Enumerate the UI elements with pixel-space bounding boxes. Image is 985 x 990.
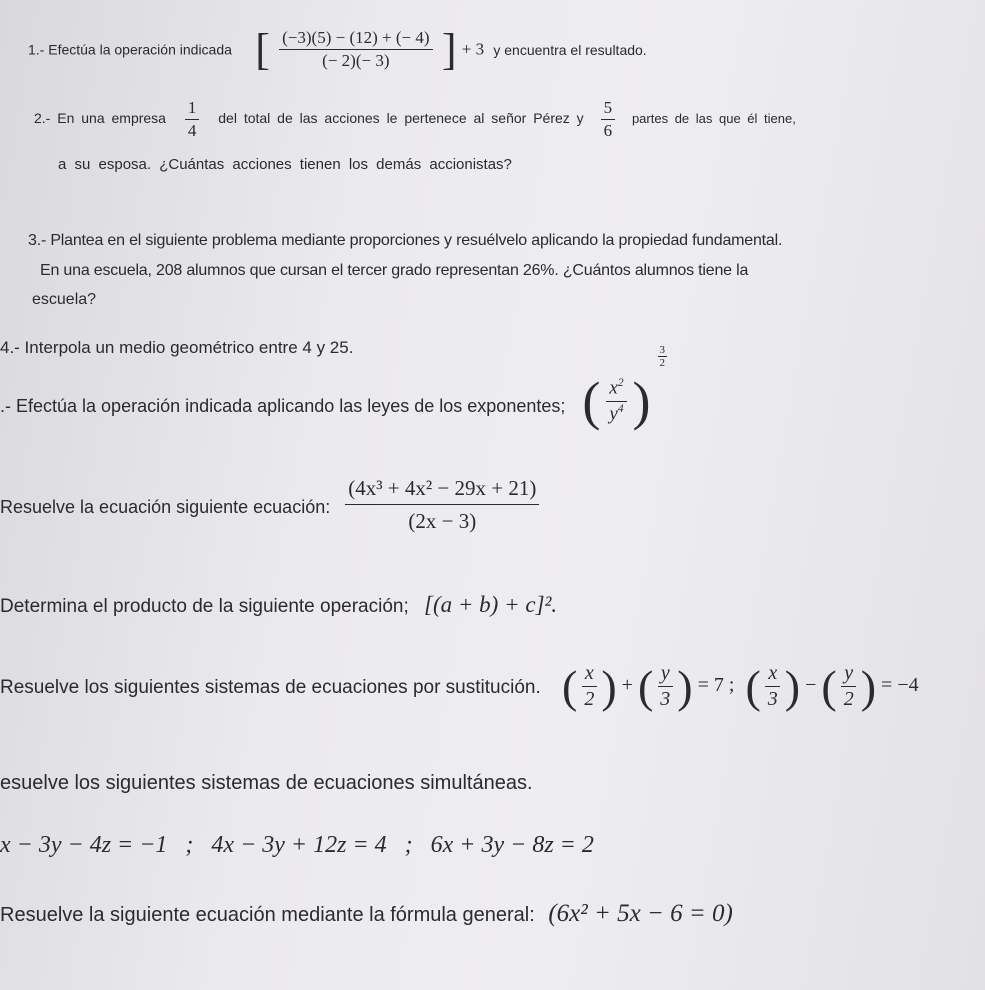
question-7 [0, 592, 557, 618]
q2-frac1-den: 4 [187, 120, 197, 140]
q2-fraction-1 [185, 98, 200, 140]
q8-paren: ( [821, 661, 837, 712]
q8-eq2-b-den: 2 [843, 688, 854, 710]
q8-eq1-a-num: x [582, 662, 597, 687]
q8-paren: ) [677, 661, 693, 712]
q5-outer-exponent [658, 344, 668, 369]
q5-text: .- Efectúa la operación indicada aplicando las leyes de los exponentes; [0, 395, 566, 416]
q8-eq1-frac-b [657, 662, 673, 711]
q8-eq1-rhs: = 7 ; [697, 674, 735, 697]
q8-minus: − [805, 674, 817, 697]
q6-denominator: (2x − 3) [408, 509, 477, 534]
q8-paren: ( [745, 661, 761, 712]
q5-outer-exp-num: 3 [659, 344, 666, 356]
q8-eq2-frac-b [841, 662, 857, 711]
question-9-heading: esuelve los siguientes sistemas de ecuaciones simultáneas. [0, 772, 533, 794]
q8-eq1-frac-a [581, 662, 597, 711]
q7-expression: [(a + b) + c]². [424, 592, 558, 617]
q8-eq2-a-den: 3 [767, 688, 778, 710]
q2-part2: del total de las acciones le pertenece al señor Pérez y [218, 109, 584, 126]
question-9-equations: x − 3y − 4z = −1 ; 4x − 3y + 12z = 4 ; 6x + 3y − 8z = 2 [0, 832, 594, 858]
q2-part1: 2.- En una empresa [34, 109, 166, 126]
q1-denominator: (− 2)(− 3) [322, 51, 390, 70]
question-2-line-1 [34, 98, 796, 140]
q8-eq2-frac-a [765, 662, 781, 711]
q8-system [562, 661, 919, 712]
question-4: 4.- Interpola un medio geométrico entre 4 y 25. [0, 338, 354, 357]
q8-eq1-b-den: 3 [660, 688, 671, 710]
question-8 [0, 660, 919, 713]
q8-paren: ( [637, 661, 654, 712]
q8-eq2-rhs: = −4 [881, 674, 919, 697]
q10-text: Resuelve la siguiente ecuación mediante la fórmula general: [0, 904, 535, 926]
q5-open-paren: ( [582, 371, 601, 431]
q6-numerator: (4x³ + 4x² − 29x + 21) [345, 476, 539, 505]
q2-frac1-num: 1 [185, 98, 200, 120]
q1-tail: + 3 [461, 39, 485, 59]
q5-num-base: x [609, 377, 618, 399]
q6-text: Resuelve la ecuación siguiente ecuación: [0, 497, 331, 518]
question-10 [0, 900, 733, 928]
question-3-line-1: 3.- Plantea en el siguiente problema mediante proporciones y resuélvelo aplicando la propiedad fundamental. [28, 232, 783, 249]
q5-num-exp: 2 [617, 377, 624, 390]
q1-prefix: 1.- Efectúa la operación indicada [28, 41, 232, 58]
q1-numerator: (−3)(5) − (12) + (− 4) [279, 28, 432, 50]
q5-den-base: y [609, 402, 618, 424]
q1-close-bracket: ] [441, 25, 457, 74]
q8-paren: ) [601, 661, 617, 712]
q8-eq2-a-num: x [765, 662, 780, 687]
q1-suffix: y encuentra el resultado. [493, 41, 647, 58]
q5-denominator [606, 402, 626, 425]
q8-paren: ) [860, 661, 877, 712]
q2-part3: partes de las que él tiene, [631, 110, 796, 126]
question-3-line-2: En una escuela, 208 alumnos que cursan el tercer grado representan 26%. ¿Cuántos alumnos tiene la [40, 262, 749, 279]
q8-paren: ) [784, 661, 801, 712]
q8-plus: + [621, 674, 633, 697]
q10-equation: (6x² + 5x − 6 = 0) [548, 900, 733, 927]
q2-frac2-num: 5 [601, 98, 616, 120]
q5-numerator [606, 377, 626, 401]
q7-text: Determina el producto de la siguiente operación; [0, 596, 409, 617]
q8-paren: ( [562, 661, 578, 712]
q8-text: Resuelve los siguientes sistemas de ecuaciones por sustitución. [0, 677, 541, 699]
q8-eq1-b-num: y [658, 662, 673, 687]
q5-den-exp: 4 [617, 402, 624, 415]
q6-fraction [345, 476, 539, 533]
q2-fraction-2 [601, 98, 616, 140]
question-2-line-2: a su esposa. ¿Cuántas acciones tienen los demás accionistas? [58, 156, 512, 173]
q8-eq2-b-num: y [841, 662, 856, 687]
q8-eq1-a-den: 2 [584, 688, 595, 710]
question-1 [28, 24, 647, 75]
q5-fraction [606, 377, 626, 424]
question-3-line-3: escuela? [32, 291, 97, 308]
q5-close-paren: ) [632, 371, 651, 431]
q5-outer-exp-den: 2 [659, 357, 666, 369]
question-6 [0, 476, 543, 533]
q1-fraction [279, 28, 432, 70]
q2-frac2-den: 6 [603, 120, 613, 140]
q1-open-bracket: [ [255, 25, 270, 74]
